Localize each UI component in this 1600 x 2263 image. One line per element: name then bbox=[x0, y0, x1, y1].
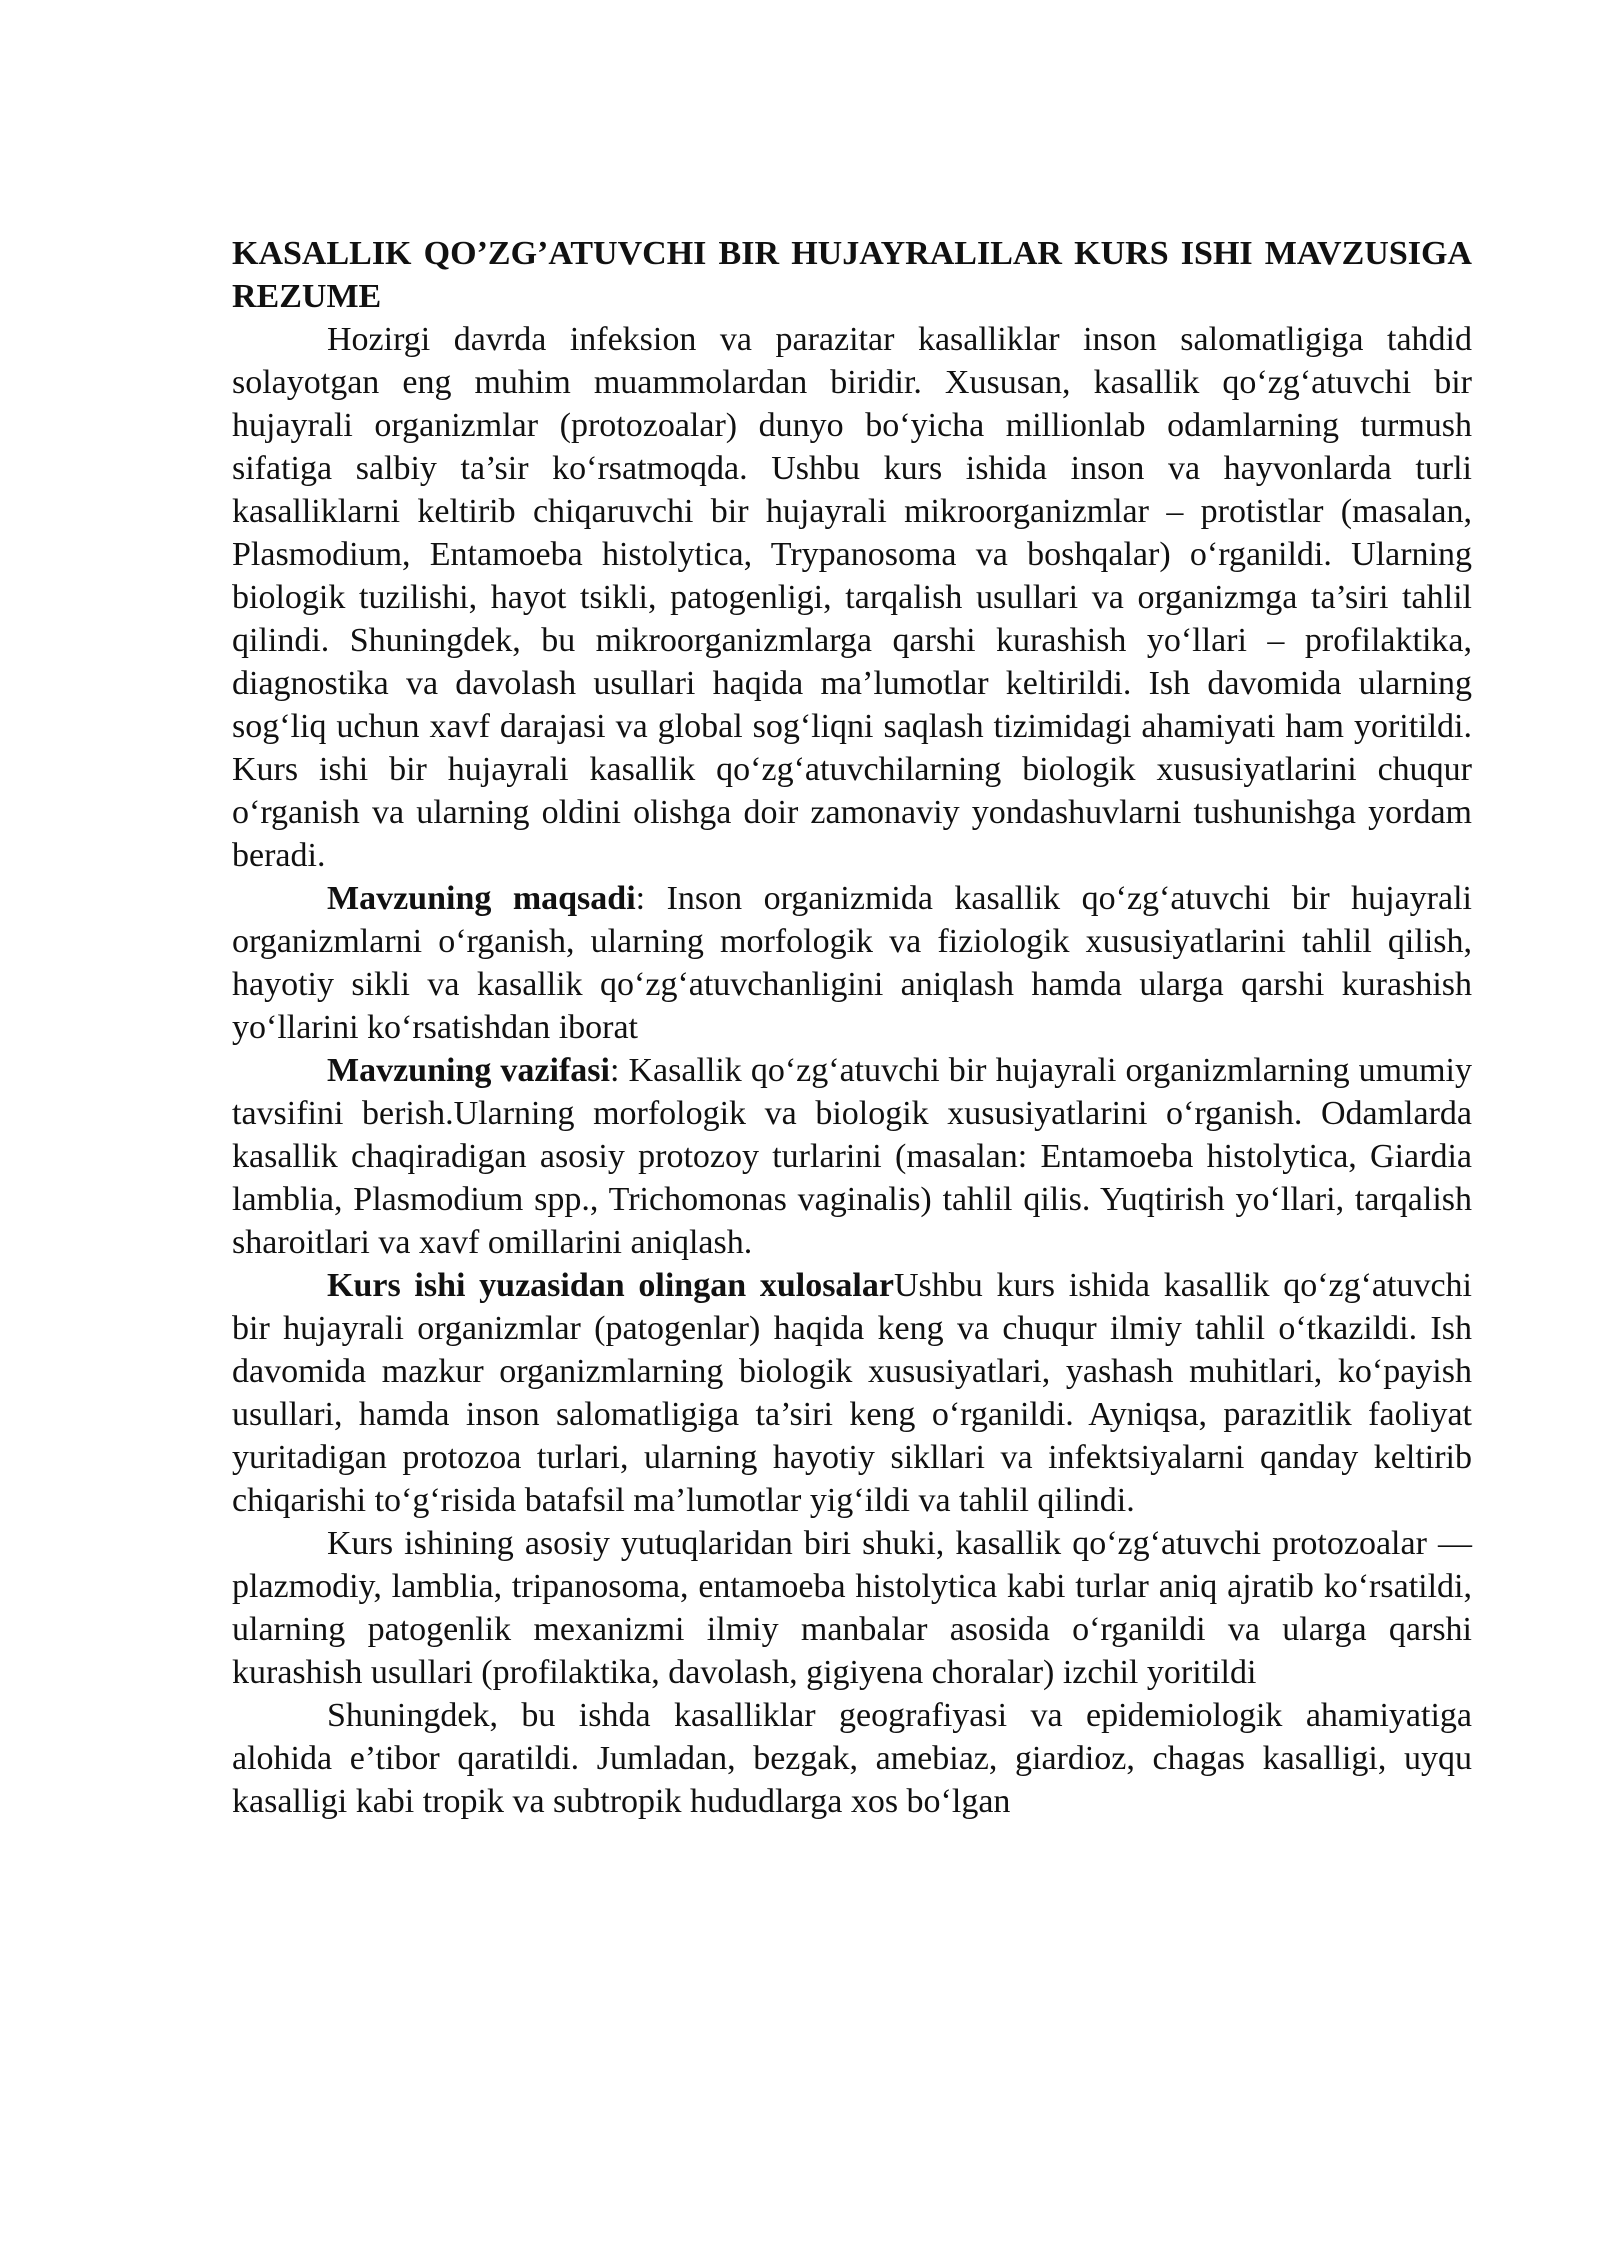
paragraph-geography bbox=[232, 1694, 1472, 1823]
paragraph-goal-heading: Mavzuning maqsadi bbox=[327, 880, 636, 917]
paragraph-conclusions bbox=[232, 1264, 1472, 1522]
paragraph-achievements bbox=[232, 1522, 1472, 1694]
paragraph-tasks-heading: Mavzuning vazifasi bbox=[327, 1052, 610, 1089]
paragraph-intro-text: Hozirgi davrda infeksion va parazitar kasalliklar inson salomatligiga tahdid solayotgan eng muhim muammolardan biridir. Xususan, kasallik qo‘zg‘atuvchi bir hujayrali organizmlar (protozoalar) dunyo bo‘yicha millionlab odamlarning turmush sifatiga salbiy ta’sir ko‘rsatmoqda. Ushbu kurs ishida inson va hayvonlarda turli kasalliklarni keltirib chiqaruvchi bir hujayrali mikroorganizmlar – protistlar (masalan, Plasmodium, Entamoeba histolytica, Trypanosoma va boshqalar) o‘rganildi. Ularning biologik tuzilishi, hayot tsikli, patogenligi, tarqalish usullari va organizmga ta’siri tahlil qilindi. Shuningdek, bu mikroorganizmlarga qarshi kurashish yo‘llari – profilaktika, diagnostika va davolash usullari haqida ma’lumotlar keltirildi. Ish davomida ularning sog‘liq uchun xavf darajasi va global sog‘liqni saqlash tizimidagi ahamiyati ham yoritildi. Kurs ishi bir hujayrali kasallik qo‘zg‘atuvchilarning biologik xususiyatlarini chuqur o‘rganish va ularning oldini olishga doir zamonaviy yondashuvlarni tushunishga yordam beradi. bbox=[232, 321, 1472, 874]
paragraph-geography-text: Shuningdek, bu ishda kasalliklar geografiyasi va epidemiologik ahamiyatiga alohida e’tibor qaratildi. Jumladan, bezgak, amebiaz, giardioz, chagas kasalligi, uyqu kasalligi kabi tropik va subtropik hududlarga xos bo‘lgan bbox=[232, 1697, 1472, 1820]
paragraph-goal-text: : Inson organizmida kasallik qo‘zg‘atuvchi bir hujayrali organizmlarni o‘rganish, ularning morfologik va fiziologik xususiyatlarini tahlil qilish, hayotiy sikli va kasallik qo‘zg‘atuvchanligini aniqlash hamda ularga qarshi kurashish yo‘llarini ko‘rsatishdan iborat bbox=[232, 880, 1472, 1046]
paragraph-intro bbox=[232, 318, 1472, 877]
paragraph-tasks bbox=[232, 1049, 1472, 1264]
paragraph-conclusions-heading: Kurs ishi yuzasidan olingan xulosalar bbox=[327, 1267, 894, 1304]
paragraph-tasks-text: : Kasallik qo‘zg‘atuvchi bir hujayrali organizmlarning umumiy tavsifini berish.Ularning morfologik va biologik xususiyatlarini o‘rganish. Odamlarda kasallik chaqiradigan asosiy protozoy turlarini (masalan: Entamoeba histolytica, Giardia lamblia, Plasmodium spp., Trichomonas vaginalis) tahlil qilis. Yuqtirish yo‘llari, tarqalish sharoitlari va xavf omillarini aniqlash. bbox=[232, 1052, 1472, 1261]
paragraph-achievements-text: Kurs ishining asosiy yutuqlaridan biri shuki, kasallik qo‘zg‘atuvchi protozoalar — plazmodiy, lamblia, tripanosoma, entamoeba histolytica kabi turlar aniq ajratib ko‘rsatildi, ularning patogenlik mexanizmi ilmiy manbalar asosida o‘rganildi va ularga qarshi kurashish usullari (profilaktika, davolash, gigiyena choralar) izchil yoritildi bbox=[232, 1525, 1472, 1691]
document-title: KASALLIK QO’ZG’ATUVCHI BIR HUJAYRALILAR KURS ISHI MAVZUSIGA REZUME bbox=[232, 235, 1472, 315]
paragraph-conclusions-text: Ushbu kurs ishida kasallik qo‘zg‘atuvchi bir hujayrali organizmlar (patogenlar) haqida keng va chuqur ilmiy tahlil o‘tkazildi. Ish davomida mazkur organizmlarning biologik xususiyatlari, yashash muhitlari, ko‘payish usullari, hamda inson salomatligiga ta’siri keng o‘rganildi. Ayniqsa, parazitlik faoliyat yuritadigan protozoa turlari, ularning hayotiy sikllari va infektsiyalarni qanday keltirib chiqarishi to‘g‘risida batafsil ma’lumotlar yig‘ildi va tahlil qilindi. bbox=[232, 1267, 1472, 1519]
paragraph-goal bbox=[232, 877, 1472, 1049]
document-page bbox=[232, 232, 1472, 1823]
